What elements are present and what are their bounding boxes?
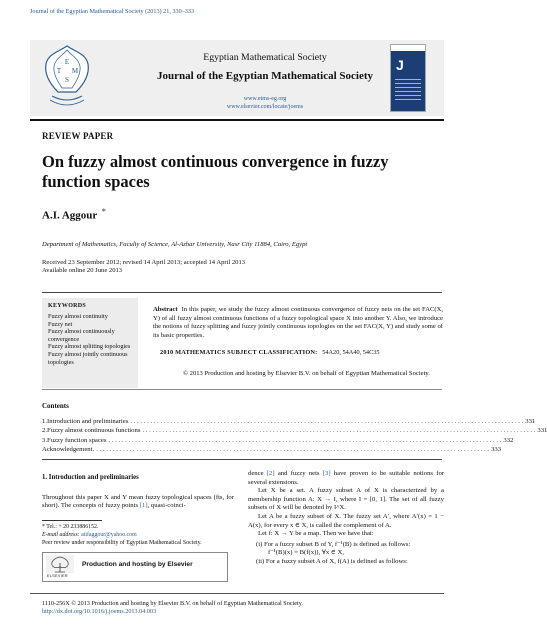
toc-title[interactable]: Fuzzy almost continuous functions <box>47 427 141 435</box>
email-label: E-mail address: <box>42 532 82 538</box>
toc-number: 2. <box>42 427 48 435</box>
author-name-text: A.I. Aggour <box>42 209 98 222</box>
msc-classification <box>160 349 380 356</box>
paragraph <box>248 470 444 487</box>
abstract <box>153 306 443 340</box>
citation-link[interactable]: [1] <box>139 502 148 509</box>
list-item: (i) For a fuzzy subset B of Y, f⁻¹(B) is defined as follows: <box>256 540 411 548</box>
svg-text:S: S <box>65 76 69 84</box>
contents-heading: Contents <box>42 402 69 410</box>
left-column <box>42 474 234 511</box>
toc-leader: . . . . . . . . . . . . . . . . . . . . . . . . . . . . . . . . . . . . . . . . . . . . . . . . . . . . . . . . . . . . . . . . . . . . . . . . . . . . . . . . . . . . . . . . . . . . . . . . . . . . . . . . . . . . . . . . . . . . . . <box>130 418 524 425</box>
footnotes <box>42 523 234 547</box>
keywords-list <box>48 313 136 366</box>
msc-codes: 54A20, 54A40, 54C35 <box>322 349 380 356</box>
footnote-email <box>42 531 234 539</box>
svg-text:E: E <box>64 58 70 66</box>
toc-number: 3. <box>42 436 48 444</box>
toc-title[interactable]: Acknowledgement. <box>42 445 95 453</box>
online-date: Available online 20 June 2013 <box>42 267 123 275</box>
table-of-contents <box>42 418 547 455</box>
toc-row[interactable] <box>42 436 514 446</box>
copyright-line: © 2013 Production and hosting by Elsevier B.V. on behalf of Egyptian Mathematical Society. <box>183 370 430 377</box>
toc-row[interactable] <box>42 427 547 436</box>
author-name <box>42 207 106 222</box>
article-dates <box>42 259 245 276</box>
toc-leader: . . . . . . . . . . . . . . . . . . . . . . . . . . . . . . . . . . . . . . . . . . . . . . . . . . . . . . . . . . . . . . . . . . . . . . . . . . . . . . . . . . . . . . . . . . . . . . . . . . . . . . . . . . . . . . . . . . . . . . <box>96 445 490 453</box>
footnote-peer-review: Peer review under responsibility of Egyptian Mathematical Society. <box>42 540 202 546</box>
footnote-rule <box>42 520 102 521</box>
journal-reference[interactable]: Journal of the Egyptian Mathematical Society (2013) 21, 330–333 <box>30 8 195 15</box>
toc-page: 332 <box>503 436 514 444</box>
keyword-item: Fuzzy almost splitting topologies <box>48 343 131 351</box>
msc-label: 2010 MATHEMATICS SUBJECT CLASSIFICATION: <box>160 349 318 356</box>
toc-page: 331 <box>537 427 547 435</box>
paragraph: Let X be a set. A fuzzy subset A of X is characterized by a membership function A: X → I, where I = [0, 1]. The set of all fuzzy subsets of X will be denoted by I^X. <box>248 487 444 512</box>
elsevier-url-link[interactable]: www.elsevier.com/locate/joems <box>226 104 304 110</box>
issn-line: 1110-256X © 2013 Production and hosting by Elsevier B.V. on behalf of Egyptian Mathematical Society. <box>42 600 303 607</box>
abstract-text: In this paper, we study the fuzzy almost continuous convergence of fuzzy nets on the set FAC(X, Y) of all fuzzy almost continuous functions of a fuzzy topological space X into another Y. Also, we introduce the notions of fuzzy splitting and fuzzy jointly continuous topologies on the set FAC(X, Y) and study some of its basic properties. <box>153 306 443 339</box>
keywords-heading: KEYWORDS <box>48 303 87 309</box>
section-rule <box>42 292 442 293</box>
keyword-item: Fuzzy almost continuity <box>48 313 108 320</box>
section-heading: 1. Introduction and preliminaries <box>42 474 139 481</box>
svg-text:M: M <box>71 67 79 75</box>
article-title: On fuzzy almost continuous convergence in fuzzy function spaces <box>42 152 389 191</box>
para-text: have proven to be suitable notions for several extensions. <box>248 470 445 486</box>
para-text: dence <box>248 470 267 477</box>
cover-lines <box>395 79 421 101</box>
header-rule <box>30 119 444 121</box>
doi-link[interactable]: http://dx.doi.org/10.1016/j.joems.2013.04.003 <box>42 608 157 615</box>
intro-text: Throughout this paper X and Y mean fuzzy topological spaces (fts, for short). The concepts of fuzzy points <box>42 493 234 509</box>
received-dates: Received 23 September 2012; revised 14 April 2013; accepted 14 April 2013 <box>42 259 246 266</box>
society-url-link[interactable]: www.etms-eg.org <box>243 96 287 102</box>
issn-footer <box>42 600 303 616</box>
para-text: and fuzzy nets <box>274 470 323 477</box>
toc-leader: . . . . . . . . . . . . . . . . . . . . . . . . . . . . . . . . . . . . . . . . . . . . . . . . . . . . . . . . . . . . . . . . . . . . . . . . . . . . . . . . . . . . . . . . . . . . . . . . . . . . . . . . . . . . . . . . . . . . . . <box>142 427 536 435</box>
cover-strip <box>391 45 425 51</box>
abstract-rule <box>42 389 442 390</box>
footnote-tel: * Tel.: + 20 233886152. <box>42 524 99 530</box>
society-name: Egyptian Mathematical Society <box>203 52 327 63</box>
keyword-item: Fuzzy almost continuously convergence <box>48 328 115 343</box>
list-item: (ii) For a fuzzy subset A of X, f(A) is defined as follows: <box>256 557 408 565</box>
journal-cover-thumbnail <box>390 44 426 112</box>
society-logo <box>38 42 96 114</box>
keyword-item: Fuzzy almost jointly continuous topologies <box>48 350 128 366</box>
toc-number: 1. <box>42 418 48 425</box>
list-item-formula: f⁻¹(B)(x) = B(f(x)), ∀x ∈ X, <box>268 549 345 557</box>
contents-rule <box>42 459 442 460</box>
intro-text-end: , quasi-coinci- <box>147 502 186 509</box>
footer-rule <box>30 593 444 594</box>
toc-row[interactable] <box>42 445 502 455</box>
keyword-item: Fuzzy net <box>48 320 73 328</box>
toc-page: 333 <box>491 445 502 453</box>
intro-paragraph <box>42 494 234 511</box>
right-column <box>248 470 444 567</box>
citation-link[interactable]: [2] <box>266 470 275 477</box>
citation-link[interactable]: [3] <box>322 470 331 477</box>
elsevier-text: Production and hosting by Elsevier <box>82 561 193 568</box>
toc-page: 331 <box>525 418 536 425</box>
toc-leader: . . . . . . . . . . . . . . . . . . . . . . . . . . . . . . . . . . . . . . . . . . . . . . . . . . . . . . . . . . . . . . . . . . . . . . . . . . . . . . . . . . . . . . . . . . . . . . . . . . . . . . . . . . . . . . . . . . . . . . <box>108 436 502 444</box>
journal-title: Journal of the Egyptian Mathematical Society <box>156 70 373 82</box>
toc-row[interactable] <box>42 418 536 427</box>
article-type: REVIEW PAPER <box>42 131 114 141</box>
toc-title[interactable]: Introduction and preliminaries <box>47 418 129 425</box>
paragraph: Let f: X → Y be a map. Then we have that: <box>258 530 374 538</box>
affiliation: Department of Mathematics, Faculty of Science, Al-Azhar University, Nasr City 11884, Cairo, Egypt <box>42 241 308 248</box>
author-footnote-mark[interactable]: * <box>101 207 106 216</box>
svg-text:T: T <box>56 67 62 75</box>
abstract-label: Abstract <box>153 306 178 313</box>
paragraph: Let A be a fuzzy subset of X. The fuzzy set A′, where A′(x) = 1 − A(x), for every x ∈ X, is called the complement of A. <box>248 512 444 529</box>
elsevier-caption: ELSEVIER <box>47 574 68 578</box>
email-link[interactable]: atifaggour@yahoo.com <box>81 532 137 538</box>
toc-title[interactable]: Fuzzy function spaces <box>47 436 107 444</box>
cover-letter: J <box>396 57 404 73</box>
